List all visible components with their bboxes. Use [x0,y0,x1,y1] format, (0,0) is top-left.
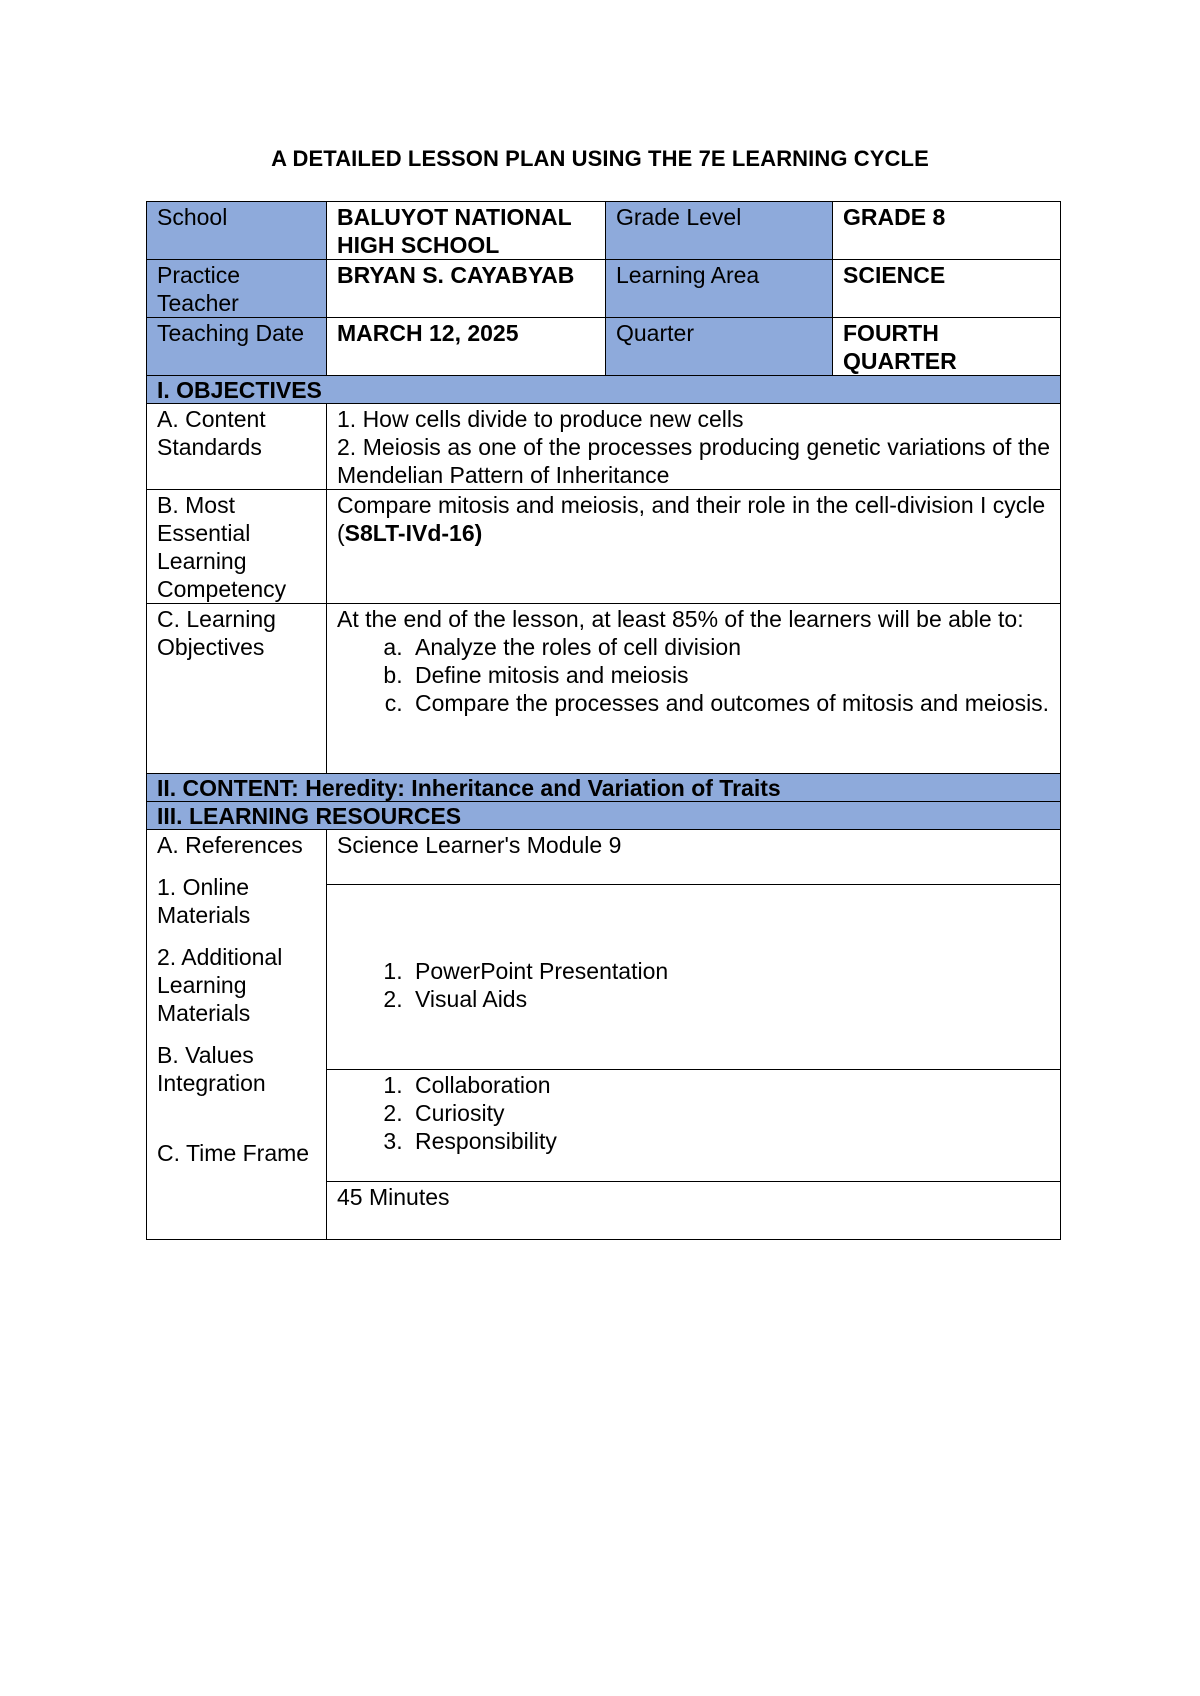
section-objectives [147,376,1061,404]
learning-objectives-intro: At the end of the lesson, at least 85% of the learners will be able to: [337,606,1024,632]
content-standards-cell [327,404,1061,490]
date-value: MARCH 12, 2025 [327,318,606,376]
value-item: 2. Curiosity [409,1099,1050,1127]
objective-item: b. Define mitosis and meiosis [409,661,1050,689]
time-frame-label: C. Time Frame [157,1140,310,1166]
objective-item: a. Analyze the roles of cell division [409,633,1050,661]
area-label: Learning Area [606,260,833,318]
date-label: Teaching Date [147,318,327,376]
lesson-plan-table [146,201,1061,1240]
references-value: Science Learner's Module 9 [327,830,1061,885]
melc-code: S8LT-IVd-16) [344,520,483,546]
quarter-label: Quarter [606,318,833,376]
values-cell [327,1070,1061,1182]
learning-objectives-label: C. Learning Objectives [147,604,327,774]
grade-label: Grade Level [606,202,833,260]
melc-label: B. Most Essential Learning Competency [147,490,327,604]
teacher-value: BRYAN S. CAYABYAB [327,260,606,318]
learning-objectives-list [337,633,1050,717]
material-item: 2. Visual Aids [409,985,1050,1013]
content-heading: II. CONTENT: Heredity: Inheritance and Variation of Traits [147,774,1061,802]
area-value: SCIENCE [833,260,1061,318]
section-content [147,774,1061,802]
material-item: 1. PowerPoint Presentation [409,957,1050,985]
content-standard-item: 2. Meiosis as one of the processes producing genetic variations of the Mendelian Pattern of Inheritance [337,434,1050,488]
row-content-standards [147,404,1061,490]
values-integration-label: B. Values Integration [157,1042,266,1096]
values-list [337,1071,1050,1155]
document-title: A DETAILED LESSON PLAN USING THE 7E LEARNING CYCLE [271,146,929,171]
content-standard-item: 1. How cells divide to produce new cells [337,406,744,432]
header-row-teacher [147,260,1061,318]
header-row-school [147,202,1061,260]
resources-heading: III. LEARNING RESOURCES [147,802,1061,830]
school-value: BALUYOT NATIONAL HIGH SCHOOL [327,202,606,260]
melc-cell [327,490,1061,604]
row-references [147,830,1061,885]
objective-item: c. Compare the processes and outcomes of mitosis and meiosis. [409,689,1050,717]
learning-objectives-cell [327,604,1061,774]
school-label: School [147,202,327,260]
online-materials-label: 1. Online Materials [157,874,251,928]
references-label: A. References [157,832,303,858]
content-standards-label: A. Content Standards [147,404,327,490]
additional-materials-label: 2. Additional Learning Materials [157,944,283,1026]
teacher-label: Practice Teacher [147,260,327,318]
additional-materials-list [337,957,1050,1013]
value-item: 1. Collaboration [409,1071,1050,1099]
time-frame-value: 45 Minutes [327,1182,1061,1240]
melc-text: Compare mitosis and meiosis, and their role in the cell-division I cycle ( [337,492,1046,546]
quarter-value: FOURTH QUARTER [833,318,1061,376]
resources-labels-cell [147,830,327,1240]
value-item: 3. Responsibility [409,1127,1050,1155]
section-resources [147,802,1061,830]
row-learning-objectives [147,604,1061,774]
header-row-date [147,318,1061,376]
grade-value: GRADE 8 [833,202,1061,260]
objectives-heading: I. OBJECTIVES [147,376,1061,404]
additional-materials-cell [327,885,1061,1070]
row-melc [147,490,1061,604]
